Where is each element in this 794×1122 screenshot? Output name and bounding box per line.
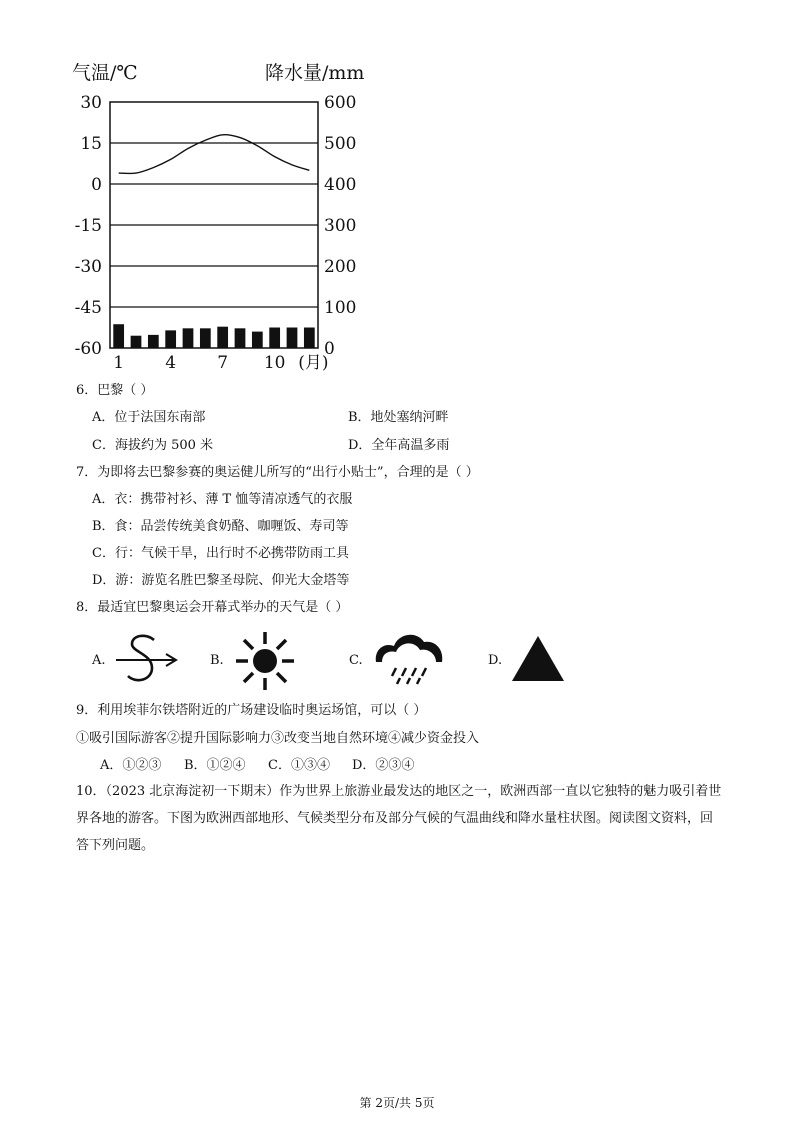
precipitation-tick-label: 200 bbox=[324, 257, 357, 277]
q8-option-c-label[interactable]: C. bbox=[349, 653, 363, 668]
month-tick-label: 1 bbox=[113, 353, 125, 373]
precipitation-bar bbox=[200, 328, 211, 348]
temperature-tick-label: 15 bbox=[80, 134, 102, 154]
q9-option-b[interactable]: B．①②④ bbox=[184, 758, 246, 773]
q7-option-a[interactable]: A．衣：携带衬衫、薄 T 恤等清凉透气的衣服 bbox=[92, 492, 353, 507]
precipitation-bar bbox=[131, 336, 142, 348]
temperature-tick-label: -60 bbox=[74, 339, 102, 359]
precipitation-tick-label: 400 bbox=[324, 175, 357, 195]
temperature-tick-label: 0 bbox=[91, 175, 102, 195]
month-ticks bbox=[113, 353, 328, 373]
q9-option-c[interactable]: C．①③④ bbox=[268, 758, 330, 773]
temperature-tick-label: 30 bbox=[80, 93, 102, 113]
precipitation-bar bbox=[304, 328, 315, 349]
temperature-tick-label: -15 bbox=[74, 216, 102, 236]
q6-option-a[interactable]: A．位于法国东南部 bbox=[92, 410, 206, 425]
precipitation-bar bbox=[165, 330, 176, 348]
q6-option-d[interactable]: D．全年高温多雨 bbox=[348, 438, 450, 453]
precipitation-bar bbox=[269, 328, 280, 349]
precipitation-tick-label: 600 bbox=[324, 93, 357, 113]
precipitation-tick-label: 100 bbox=[324, 298, 357, 318]
precipitation-bar bbox=[287, 328, 298, 349]
climate-chart bbox=[60, 55, 390, 375]
question-6-stem: 6．巴黎（ ） bbox=[76, 383, 154, 398]
month-unit-label: (月) bbox=[298, 353, 329, 373]
temperature-axis-label: 气温/℃ bbox=[72, 62, 138, 84]
temperature-curve bbox=[119, 135, 310, 174]
month-tick-label: 7 bbox=[217, 353, 229, 373]
q8-option-b-label[interactable]: B. bbox=[210, 653, 224, 668]
month-tick-label: 10 bbox=[263, 353, 286, 373]
temperature-tick-label: -45 bbox=[74, 298, 102, 318]
q6-option-c[interactable]: C．海拔约为 500 米 bbox=[92, 438, 214, 453]
cloud-rain-icon[interactable] bbox=[372, 628, 448, 688]
precipitation-tick-label: 0 bbox=[324, 339, 335, 359]
precipitation-ticks bbox=[324, 93, 356, 359]
page-footer: 第 2页/共 5页 bbox=[359, 1096, 435, 1110]
precipitation-bar bbox=[235, 328, 246, 348]
month-tick-label: 4 bbox=[165, 353, 177, 373]
precipitation-bars bbox=[113, 324, 314, 348]
precipitation-bar bbox=[217, 327, 228, 348]
triangle-icon[interactable] bbox=[510, 634, 566, 684]
question-9-stem: 9．利用埃菲尔铁塔附近的广场建设临时奥运场馆，可以（ ） bbox=[76, 703, 427, 718]
q9-option-d[interactable]: D．②③④ bbox=[352, 758, 415, 773]
q8-option-a-label[interactable]: A. bbox=[92, 653, 106, 668]
q7-option-d[interactable]: D．游：游览名胜巴黎圣母院、仰光大金塔等 bbox=[92, 573, 350, 588]
q7-option-b[interactable]: B．食：品尝传统美食奶酪、咖喱饭、寿司等 bbox=[92, 519, 349, 534]
question-8-stem: 8．最适宜巴黎奥运会开幕式举办的天气是（ ） bbox=[76, 600, 349, 615]
temperature-ticks bbox=[75, 93, 102, 359]
sun-icon[interactable] bbox=[232, 630, 298, 692]
q9-statements: ①吸引国际游客②提升国际影响力③改变当地自然环境④减少资金投入 bbox=[76, 731, 480, 746]
precipitation-bar bbox=[148, 335, 159, 348]
q8-option-d-label[interactable]: D. bbox=[488, 653, 503, 668]
gridlines bbox=[110, 143, 318, 307]
precipitation-bar bbox=[113, 324, 124, 348]
question-10-text: 10．（2023 北京海淀初一下期末）作为世界上旅游业最发达的地区之一，欧洲西部一直以它独特的魅力吸引着世界各地的游客。下图为欧洲西部地形、气候类型分布及部分气候的气温曲线和降水量柱状图。阅读图文资料，回答下列问题。 bbox=[76, 784, 722, 853]
precipitation-axis-label: 降水量/mm bbox=[265, 62, 365, 84]
q7-option-c[interactable]: C．行：气候干旱，出行时不必携带防雨工具 bbox=[92, 546, 349, 561]
q6-option-b[interactable]: B．地处塞纳河畔 bbox=[348, 410, 449, 425]
q9-option-a[interactable]: A．①②③ bbox=[100, 758, 162, 773]
precipitation-bar bbox=[252, 332, 263, 348]
precipitation-tick-label: 300 bbox=[324, 216, 357, 236]
wind-icon[interactable] bbox=[112, 632, 182, 690]
temperature-tick-label: -30 bbox=[74, 257, 102, 277]
question-7-stem: 7．为即将去巴黎参赛的奥运健儿所写的“出行小贴士”，合理的是（ ） bbox=[76, 465, 479, 480]
precipitation-bar bbox=[183, 328, 194, 348]
precipitation-tick-label: 500 bbox=[324, 134, 357, 154]
